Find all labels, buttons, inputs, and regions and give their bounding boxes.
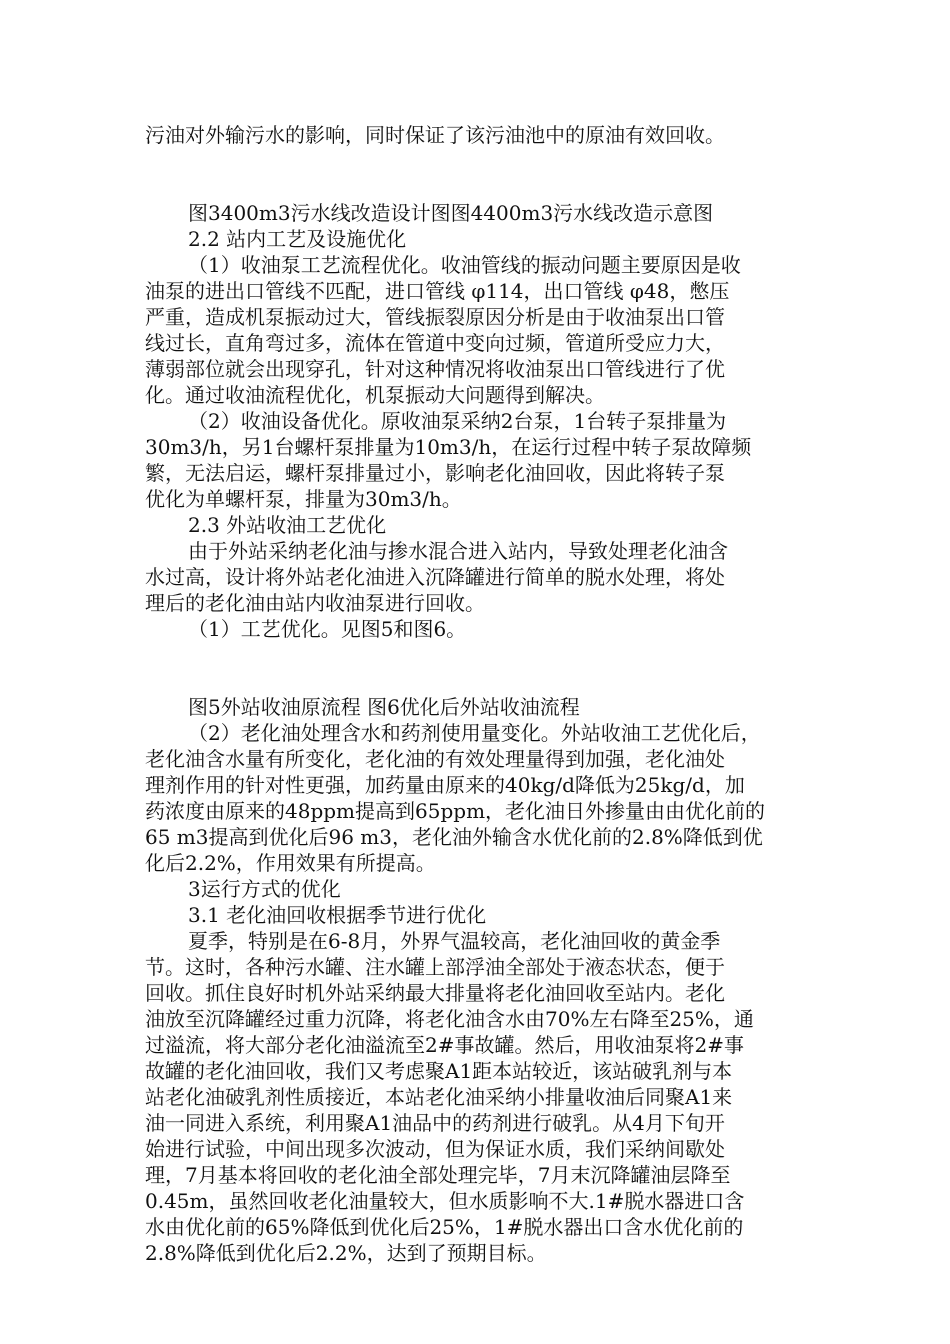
body-text-line: 30m3/h，另1台螺杆泵排量为10m3/h，在运行过程中转子泵故障频 [145,435,752,459]
figure-caption: 图3400m3污水线改造设计图图4400m3污水线改造示意图 [188,201,714,225]
body-text-line: 化。通过收油流程优化，机泵振动大问题得到解决。 [145,383,605,407]
body-text-line: 油泵的进出口管线不匹配，进口管线 φ114，出口管线 φ48，憋压 [145,279,730,303]
section-heading: 2.3 外站收油工艺优化 [188,513,387,537]
body-text-line: 水过高，设计将外站老化油进入沉降罐进行简单的脱水处理，将处 [145,565,725,589]
body-text-line: 理，7月基本将回收的老化油全部处理完毕，7月末沉降罐油层降至 [145,1163,731,1187]
body-text-line: 线过长，直角弯过多，流体在管道中变向过频，管道所受应力大， [145,331,725,355]
body-text-line: 污油对外输污水的影响，同时保证了该污油池中的原油有效回收。 [145,123,725,147]
body-text-line: 故罐的老化油回收，我们又考虑聚A1距本站较近，该站破乳剂与本 [145,1059,733,1083]
paragraph-first-line: （2）老化油处理含水和药剂使用量变化。外站收油工艺优化后， [188,721,761,745]
section-heading: 2.2 站内工艺及设施优化 [188,227,407,251]
section-heading: 3.1 老化油回收根据季节进行优化 [188,903,487,927]
paragraph-first-line: （2）收油设备优化。原收油泵采纳2台泵，1台转子泵排量为 [188,409,727,433]
body-text-line: 始进行试验，中间出现多次波动，但为保证水质，我们采纳间歇处 [145,1137,725,1161]
body-text-line: 2.8%降低到优化后2.2%，达到了预期目标。 [145,1241,547,1265]
body-text-line: 理剂作用的针对性更强，加药量由原来的40kg/d降低为25kg/d，加 [145,773,745,797]
paragraph-first-line: 由于外站采纳老化油与掺水混合进入站内，导致处理老化油含 [188,539,728,563]
figure-caption: 图5外站收油原流程 图6优化后外站收油流程 [188,695,580,719]
paragraph-first-line: 夏季，特别是在6-8月，外界气温较高，老化油回收的黄金季 [188,929,721,953]
body-text-line: 过溢流，将大部分老化油溢流至2#事故罐。然后，用收油泵将2#事 [145,1033,744,1057]
body-text-line: 回收。抓住良好时机外站采纳最大排量将老化油回收至站内。老化 [145,981,725,1005]
body-text-line: 油放至沉降罐经过重力沉降，将老化油含水由70%左右降至25%，通 [145,1007,754,1031]
body-text-line: 0.45m，虽然回收老化油量较大，但水质影响不大.1#脱水器进口含 [145,1189,745,1213]
body-text-line: 老化油含水量有所变化，老化油的有效处理量得到加强，老化油处 [145,747,725,771]
body-text-line: 繁，无法启运，螺杆泵排量过小，影响老化油回收，因此将转子泵 [145,461,725,485]
body-text-line: 站老化油破乳剂性质接近，本站老化油采纳小排量收油后同聚A1来 [145,1085,733,1109]
body-text-line: 水由优化前的65%降低到优化后25%，1#脱水器出口含水优化前的 [145,1215,744,1239]
body-text-line: 65 m3提高到优化后96 m3，老化油外输含水优化前的2.8%降低到优 [145,825,763,849]
body-text-line: 理后的老化油由站内收油泵进行回收。 [145,591,485,615]
section-heading: 3运行方式的优化 [188,877,341,901]
paragraph-first-line: （1）工艺优化。见图5和图6。 [188,617,467,641]
body-text-line: 薄弱部位就会出现穿孔，针对这种情况将收油泵出口管线进行了优 [145,357,725,381]
body-text-line: 化后2.2%，作用效果有所提高。 [145,851,436,875]
body-text-line: 严重，造成机泵振动过大，管线振裂原因分析是由于收油泵出口管 [145,305,725,329]
body-text-line: 节。这时，各种污水罐、注水罐上部浮油全部处于液态状态，便于 [145,955,725,979]
body-text-line: 优化为单螺杆泵，排量为30m3/h。 [145,487,462,511]
paragraph-first-line: （1）收油泵工艺流程优化。收油管线的振动问题主要原因是收 [188,253,741,277]
body-text-line: 油一同进入系统，利用聚A1油品中的药剂进行破乳。从4月下旬开 [145,1111,725,1135]
body-text-line: 药浓度由原来的48ppm提高到65ppm，老化油日外掺量由由优化前的 [145,799,766,823]
